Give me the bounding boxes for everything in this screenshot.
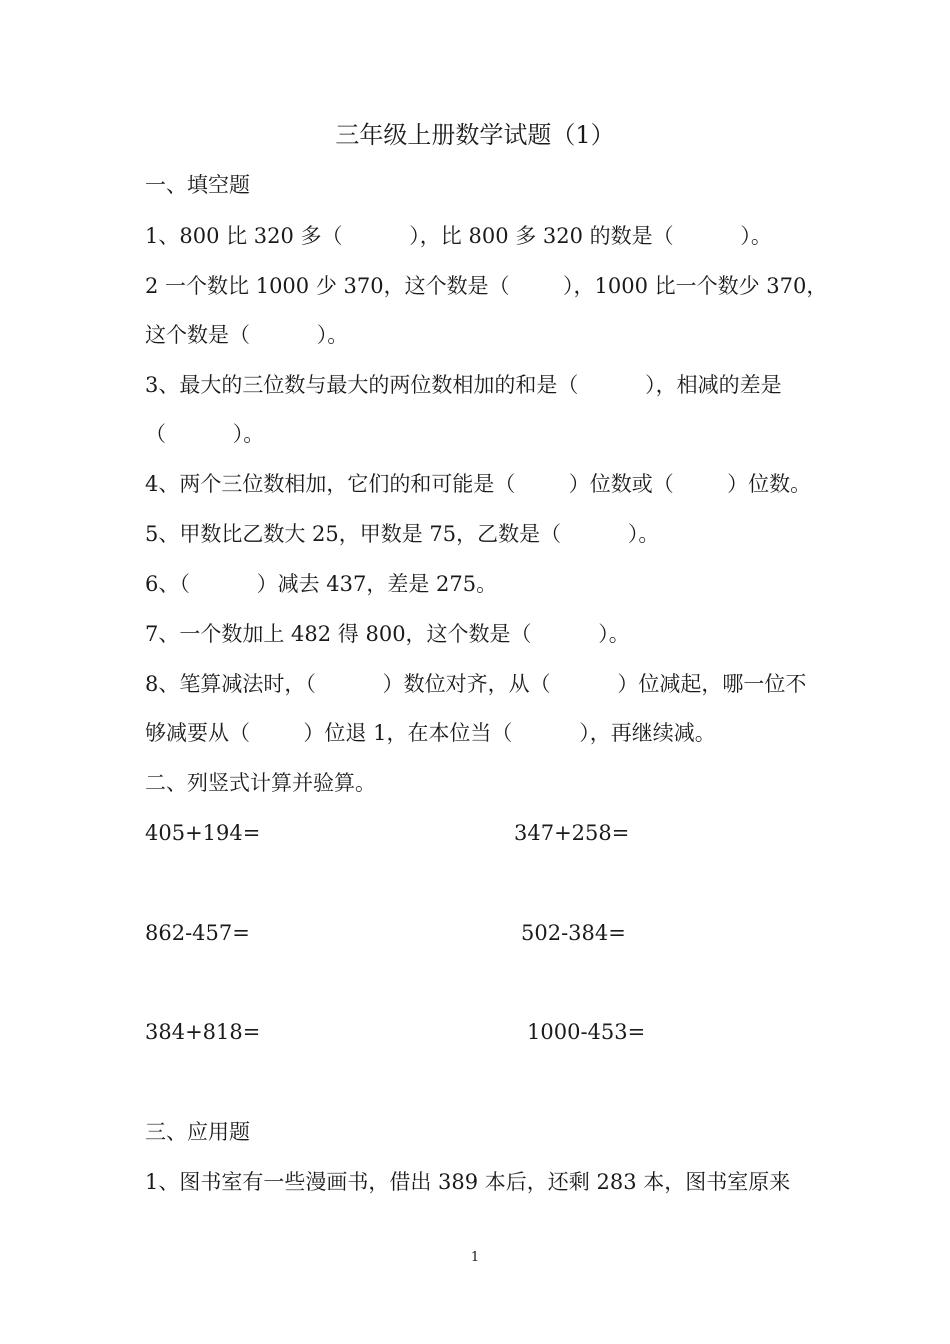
calc-problem: 1000-453= [527, 1020, 646, 1044]
question-line: 够减要从（ ）位退 1，在本位当（ ），再继续减。 [145, 721, 716, 745]
section-heading-vertical-calc: 二、列竖式计算并验算。 [145, 771, 376, 795]
calc-problem: 862-457= [145, 921, 250, 945]
question-line: 2 一个数比 1000 少 370，这个数是（ ），1000 比一个数少 370， [145, 274, 828, 298]
question-line: 5、甲数比乙数大 25，甲数是 75，乙数是（ ）。 [145, 522, 660, 546]
calc-problem: 384+818= [145, 1020, 261, 1044]
calc-problem: 347+258= [514, 821, 630, 845]
calc-problem: 502-384= [521, 921, 626, 945]
calc-problem: 405+194= [145, 821, 261, 845]
question-line: 6、（ ）减去 437，差是 275。 [145, 572, 498, 596]
section-heading-word-problems: 三、应用题 [145, 1120, 250, 1144]
question-line: 4、两个三位数相加，它们的和可能是（ ）位数或（ ）位数。 [145, 472, 812, 496]
section-heading-fill-blank: 一、填空题 [145, 173, 250, 197]
page-number: 1 [470, 1250, 480, 1265]
question-line: 8、笔算减法时，（ ）数位对齐，从（ ）位减起，哪一位不 [145, 672, 807, 696]
question-line: 3、最大的三位数与最大的两位数相加的和是（ ），相减的差是 [145, 373, 782, 397]
page-title: 三年级上册数学试题（1） [335, 121, 615, 149]
question-line: 7、一个数加上 482 得 800，这个数是（ ）。 [145, 622, 630, 646]
question-line: 1、800 比 320 多（ ），比 800 多 320 的数是（ ）。 [145, 224, 772, 248]
question-line: （ ）。 [145, 422, 265, 446]
question-line: 这个数是（ ）。 [145, 323, 349, 347]
question-line: 1、图书室有一些漫画书，借出 389 本后，还剩 283 本，图书室原来 [145, 1170, 791, 1194]
